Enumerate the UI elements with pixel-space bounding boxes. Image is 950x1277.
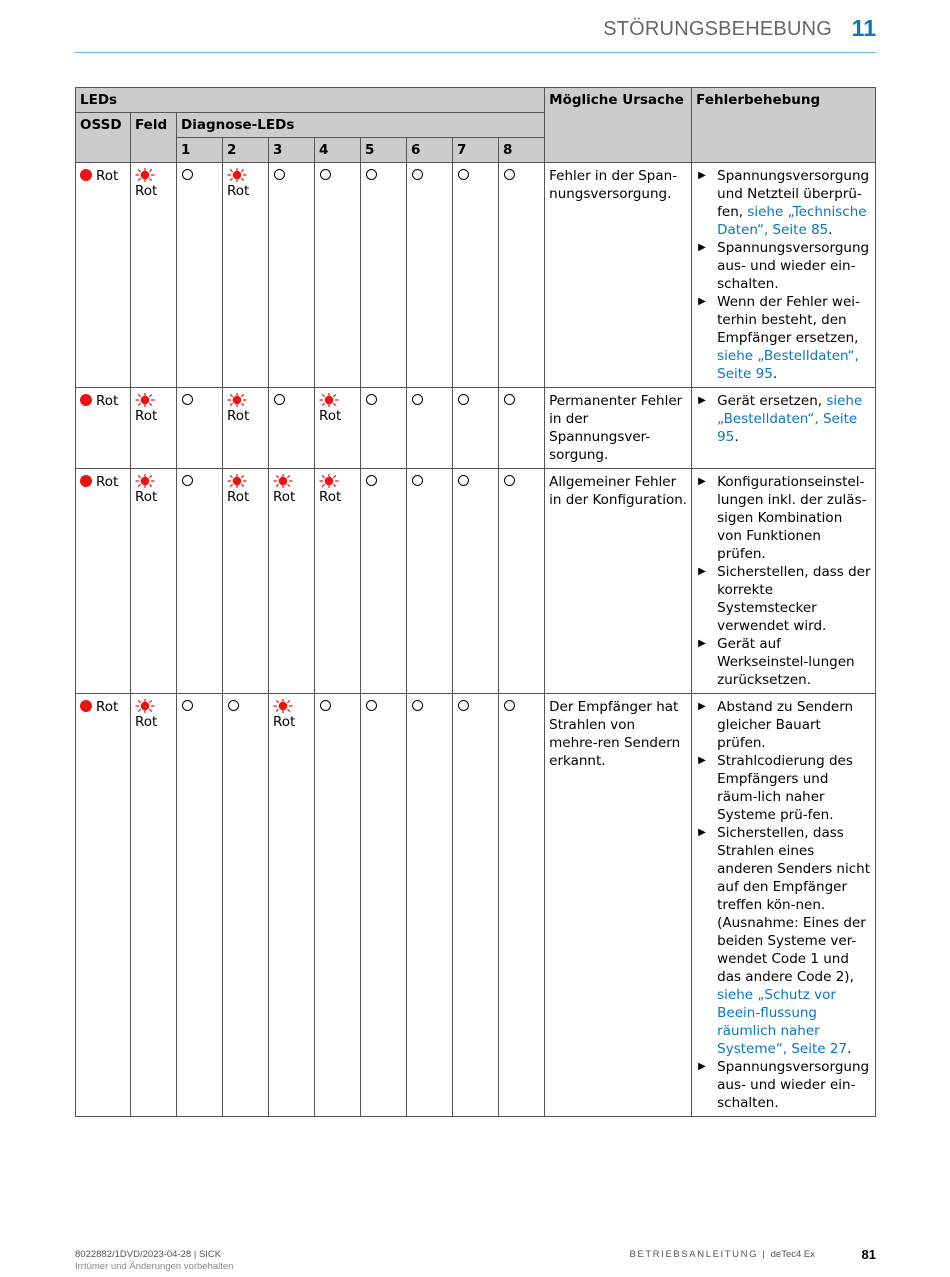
led-cell xyxy=(269,163,315,388)
cross-reference-link[interactable]: siehe „Bestelldaten“, Seite 95 xyxy=(717,393,863,445)
led-cell xyxy=(499,388,545,469)
feld-cell xyxy=(131,469,177,694)
led-cell xyxy=(361,388,407,469)
footer-doc-type-label: BETRIEBSANLEITUNG | xyxy=(629,1249,771,1260)
led-off-icon xyxy=(458,700,469,711)
troubleshooting-table xyxy=(75,87,876,1117)
footer-product: deTec4 Ex xyxy=(770,1249,815,1260)
led-flashing-red-icon xyxy=(227,393,264,407)
footer-doc-id: 8022882/1DVD/2023-04-28 | SICK xyxy=(75,1249,222,1260)
led-off-icon xyxy=(182,169,193,180)
diagnose-led-4-header: 4 xyxy=(315,138,361,163)
step-tail: . xyxy=(772,366,778,382)
led-off-icon xyxy=(458,169,469,180)
led-flashing-red-icon xyxy=(135,474,172,488)
led-on-red-icon xyxy=(80,475,92,487)
led-cell xyxy=(315,163,361,388)
led-cell xyxy=(269,469,315,694)
feld-header: Feld xyxy=(131,113,177,163)
led-cell xyxy=(315,469,361,694)
led-off-icon xyxy=(182,475,193,486)
led-cell xyxy=(269,388,315,469)
footer-disclaimer: Irrtümer und Änderungen vorbehalten xyxy=(75,1261,234,1272)
table-row xyxy=(76,163,876,388)
fix-cell xyxy=(692,469,876,694)
diagnose-led-5-header: 5 xyxy=(361,138,407,163)
step-arrow-icon: ▶ xyxy=(698,701,706,712)
footer-doc-info xyxy=(75,1249,233,1273)
led-off-icon xyxy=(320,169,331,180)
fix-step xyxy=(696,752,871,824)
cross-reference-link[interactable]: siehe „Schutz vor Beein-flussung räumlich naher Systeme“, Seite 27 xyxy=(717,987,848,1057)
fix-step xyxy=(696,167,871,239)
led-cell xyxy=(499,469,545,694)
led-flashing-red-icon xyxy=(135,168,172,182)
cause-cell: Der Empfänger hat Strahlen von mehre-ren Sendern erkannt. xyxy=(545,694,692,1117)
led-off-icon xyxy=(412,169,423,180)
led-cell xyxy=(407,163,453,388)
step-text: Spannungsversorgung aus- und wieder ein-schalten. xyxy=(717,1059,870,1111)
fix-cell xyxy=(692,694,876,1117)
step-text: Spannungsversorgung und Netzteil überprü-fen, xyxy=(717,168,870,220)
diagnose-led-1-header: 1 xyxy=(177,138,223,163)
table-header xyxy=(76,88,876,163)
ossd-state-label: Rot xyxy=(96,393,119,409)
feld-cell xyxy=(131,388,177,469)
led-off-icon xyxy=(228,700,239,711)
feld-cell xyxy=(131,694,177,1117)
step-arrow-icon: ▶ xyxy=(698,395,706,406)
led-off-icon xyxy=(366,394,377,405)
ossd-cell xyxy=(76,694,131,1117)
led-cell xyxy=(177,694,223,1117)
diagnose-header: Diagnose-LEDs xyxy=(177,113,545,138)
led-off-icon xyxy=(366,475,377,486)
led-state-label: Rot xyxy=(135,408,158,424)
diagnose-led-8-header: 8 xyxy=(499,138,545,163)
step-text: Wenn der Fehler wei-terhin besteht, den Empfänger ersetzen, xyxy=(717,294,860,346)
led-cell xyxy=(223,694,269,1117)
step-arrow-icon: ▶ xyxy=(698,827,706,838)
step-arrow-icon: ▶ xyxy=(698,242,706,253)
led-off-icon xyxy=(504,169,515,180)
fix-step xyxy=(696,473,871,563)
led-state-label: Rot xyxy=(273,714,296,730)
fix-step xyxy=(696,698,871,752)
led-cell xyxy=(361,163,407,388)
led-cell xyxy=(453,388,499,469)
ossd-header: OSSD xyxy=(76,113,131,163)
led-state-label: Rot xyxy=(227,408,250,424)
led-on-red-icon xyxy=(80,700,92,712)
table-row xyxy=(76,694,876,1117)
fix-steps-list xyxy=(696,698,871,1112)
led-off-icon xyxy=(320,700,331,711)
led-flashing-red-icon xyxy=(227,168,264,182)
led-flashing-red-icon xyxy=(227,474,264,488)
led-cell xyxy=(223,469,269,694)
header-divider xyxy=(75,52,876,53)
cross-reference-link[interactable]: siehe „Bestelldaten“, Seite 95 xyxy=(717,348,859,382)
led-off-icon xyxy=(366,700,377,711)
led-off-icon xyxy=(458,394,469,405)
step-tail: . xyxy=(847,1041,852,1057)
step-arrow-icon: ▶ xyxy=(698,296,706,307)
page-number: 81 xyxy=(861,1247,876,1262)
led-off-icon xyxy=(412,475,423,486)
led-flashing-red-icon xyxy=(319,474,356,488)
led-off-icon xyxy=(274,169,285,180)
led-cell xyxy=(361,694,407,1117)
led-cell xyxy=(177,163,223,388)
table-body xyxy=(76,163,876,1117)
fix-step xyxy=(696,824,871,1058)
chapter-number: 11 xyxy=(851,15,876,41)
fix-steps-list xyxy=(696,473,871,689)
led-cell xyxy=(315,388,361,469)
fix-step xyxy=(696,293,871,383)
fix-step xyxy=(696,392,871,446)
step-arrow-icon: ▶ xyxy=(698,170,706,181)
step-text: Sicherstellen, dass Strahlen eines anderen Senders nicht auf den Empfänger treffen kön-nen. (Ausnahme: Eines der beiden Systeme ver-wendet Code 1 und das andere Code 2), xyxy=(717,825,871,985)
led-cell xyxy=(453,469,499,694)
led-cell xyxy=(453,694,499,1117)
led-cell xyxy=(361,469,407,694)
fix-step xyxy=(696,239,871,293)
led-off-icon xyxy=(412,394,423,405)
fix-cell xyxy=(692,163,876,388)
led-cell xyxy=(407,388,453,469)
ossd-state-label: Rot xyxy=(96,474,119,490)
led-state-label: Rot xyxy=(227,183,250,199)
led-state-label: Rot xyxy=(135,714,158,730)
led-state-label: Rot xyxy=(135,489,158,505)
table-row xyxy=(76,469,876,694)
ossd-state-label: Rot xyxy=(96,168,119,184)
led-state-label: Rot xyxy=(319,489,342,505)
led-off-icon xyxy=(182,700,193,711)
led-cell xyxy=(177,388,223,469)
step-text: Gerät ersetzen, xyxy=(717,393,827,409)
led-state-label: Rot xyxy=(319,408,342,424)
table-row xyxy=(76,388,876,469)
led-on-red-icon xyxy=(80,394,92,406)
fix-step xyxy=(696,563,871,635)
chapter-title: STÖRUNGSBEHEBUNG xyxy=(603,18,832,40)
footer-doc-type xyxy=(630,1249,815,1260)
step-arrow-icon: ▶ xyxy=(698,638,706,649)
fix-step xyxy=(696,635,871,689)
fix-header: Fehlerbehebung xyxy=(692,88,876,163)
led-cell xyxy=(407,469,453,694)
led-cell xyxy=(499,163,545,388)
led-off-icon xyxy=(504,700,515,711)
led-off-icon xyxy=(458,475,469,486)
led-cell xyxy=(453,163,499,388)
cause-cell: Permanenter Fehler in der Spannungsver-sorgung. xyxy=(545,388,692,469)
led-state-label: Rot xyxy=(135,183,158,199)
led-off-icon xyxy=(412,700,423,711)
step-text: Konfigurationseinstel-lungen inkl. der zuläs-sigen Kombination von Funktionen prüfen. xyxy=(717,474,867,562)
led-cell xyxy=(223,163,269,388)
step-text: Strahlcodierung des Empfängers und räum-lich naher Systeme prü-fen. xyxy=(717,753,853,823)
step-text: Sicherstellen, dass der korrekte Systemstecker verwendet wird. xyxy=(717,564,871,634)
led-off-icon xyxy=(504,475,515,486)
led-flashing-red-icon xyxy=(319,393,356,407)
led-cell xyxy=(499,694,545,1117)
fix-cell xyxy=(692,388,876,469)
fix-steps-list xyxy=(696,167,871,383)
step-text: Gerät auf Werkseinstel-lungen zurücksetzen. xyxy=(717,636,855,688)
fix-steps-list xyxy=(696,392,871,446)
led-cell xyxy=(269,694,315,1117)
step-tail: . xyxy=(828,222,833,238)
cause-header: Mögliche Ursache xyxy=(545,88,692,163)
led-flashing-red-icon xyxy=(135,699,172,713)
leds-header: LEDs xyxy=(76,88,545,113)
diagnose-led-3-header: 3 xyxy=(269,138,315,163)
diagnose-led-2-header: 2 xyxy=(223,138,269,163)
led-off-icon xyxy=(366,169,377,180)
step-text: Abstand zu Sendern gleicher Bauart prüfen. xyxy=(717,699,854,751)
step-tail: . xyxy=(734,429,739,445)
led-off-icon xyxy=(182,394,193,405)
led-cell xyxy=(177,469,223,694)
ossd-cell xyxy=(76,388,131,469)
led-off-icon xyxy=(504,394,515,405)
step-arrow-icon: ▶ xyxy=(698,476,706,487)
led-on-red-icon xyxy=(80,169,92,181)
led-flashing-red-icon xyxy=(273,699,310,713)
diagnose-led-6-header: 6 xyxy=(407,138,453,163)
led-off-icon xyxy=(274,394,285,405)
ossd-cell xyxy=(76,469,131,694)
led-cell xyxy=(315,694,361,1117)
led-cell xyxy=(407,694,453,1117)
step-arrow-icon: ▶ xyxy=(698,566,706,577)
feld-cell xyxy=(131,163,177,388)
cause-cell: Allgemeiner Fehler in der Konfiguration. xyxy=(545,469,692,694)
step-arrow-icon: ▶ xyxy=(698,755,706,766)
led-state-label: Rot xyxy=(227,489,250,505)
led-state-label: Rot xyxy=(273,489,296,505)
led-cell xyxy=(223,388,269,469)
led-flashing-red-icon xyxy=(273,474,310,488)
diagnose-led-7-header: 7 xyxy=(453,138,499,163)
ossd-cell xyxy=(76,163,131,388)
ossd-state-label: Rot xyxy=(96,699,119,715)
step-arrow-icon: ▶ xyxy=(698,1061,706,1072)
led-flashing-red-icon xyxy=(135,393,172,407)
step-text: Spannungsversorgung aus- und wieder ein-schalten. xyxy=(717,240,870,292)
cause-cell: Fehler in der Span-nungsversorgung. xyxy=(545,163,692,388)
fix-step xyxy=(696,1058,871,1112)
cross-reference-link[interactable]: siehe „Technische Daten“, Seite 85 xyxy=(717,204,867,238)
